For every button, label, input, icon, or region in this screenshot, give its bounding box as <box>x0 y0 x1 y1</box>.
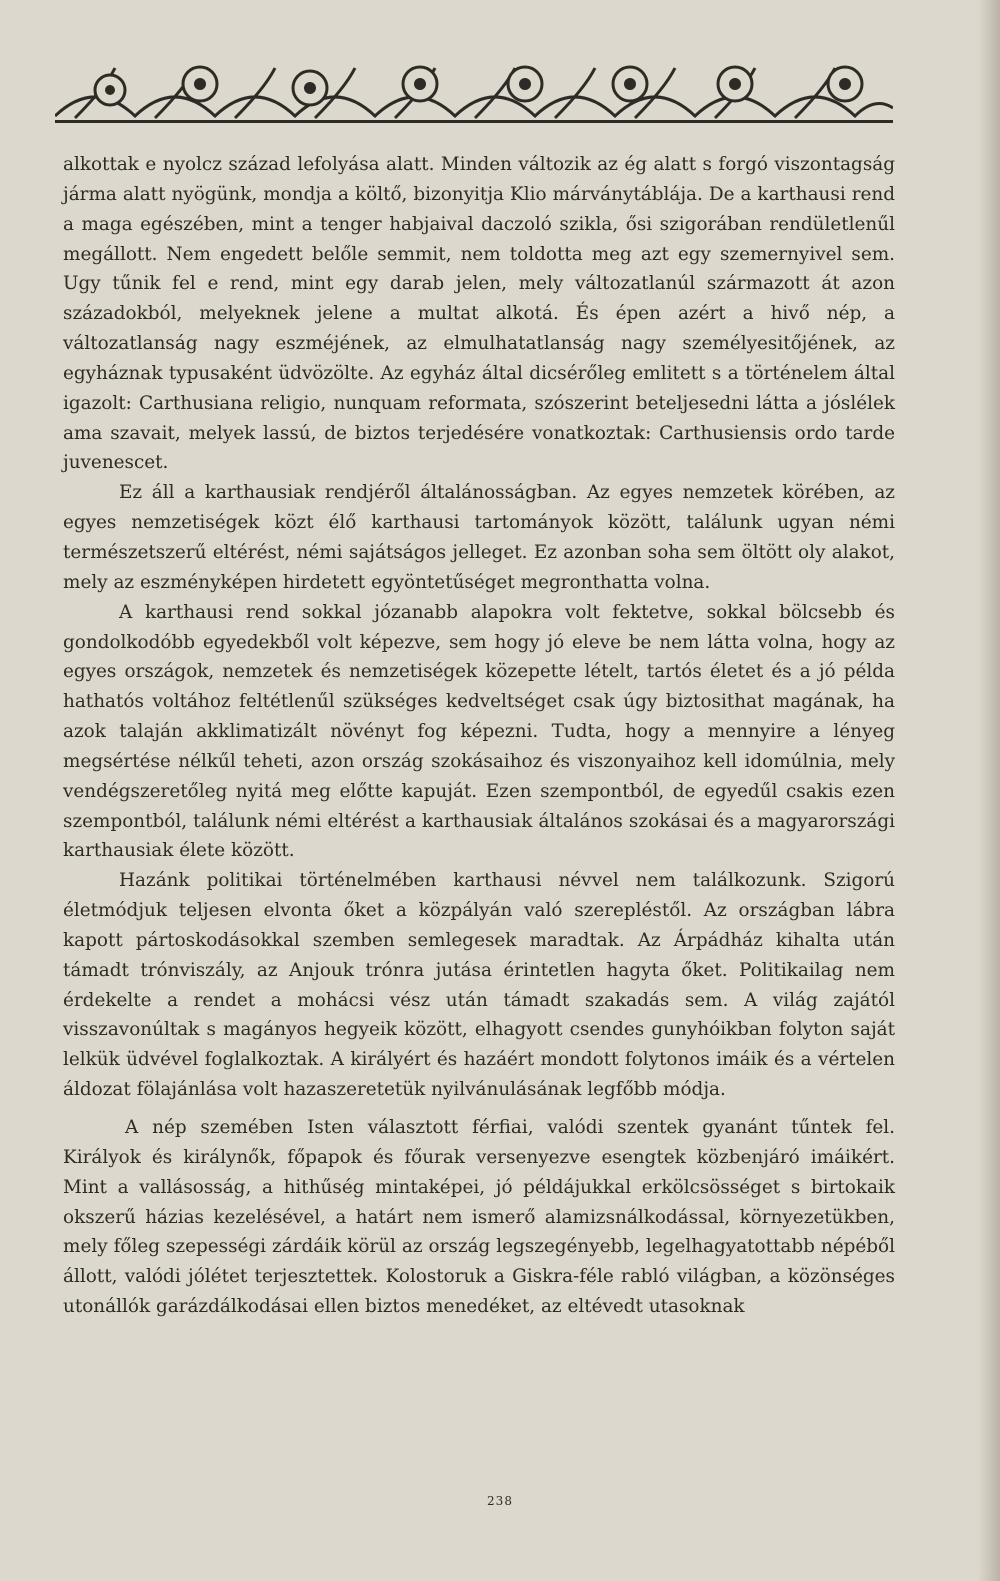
paragraph-2: Ez áll a karthausiak rendjéről általánosságban. Az egyes nemzetek körében, az egyes nemzetiségek közt élő karthausi tartományok között, találunk ugyan némi természetszerű eltérést, némi sajátságos jelleget. Ez azonban soha sem öltött oly alakot, mely az eszményképen hirdetett egyöntetűséget megronthatta volna. <box>63 482 895 593</box>
page-edge-shadow <box>978 0 1000 1581</box>
paragraph-3: A karthausi rend sokkal józanabb alapokra volt fektetve, sokkal bölcsebb és gondolkodóbb egyedekből volt képezve, sem hogy jó eleve be nem látta volna, hogy az egyes országok, nemzetek és nemzetiségek közepette lételt, tartós életet és a jó példa hathatós voltához feltétlenűl szükséges kedveltséget csak úgy biztosithat magának, ha azok talaján akklimatizált növényt fog képezni. Tudta, hogy a mennyire a lényeg megsértése nélkűl teheti, azon ország szokásaihoz és viszonyaihoz kell idomúlnia, mely vendégszeretőleg nyitá meg előtte kapuját. Ezen szempontból, de egyedűl csakis ezen szempontból, találunk némi eltérést a karthausiak általános szokásai és a magyarországi karthausiak élete között. <box>63 601 895 862</box>
page-number: 238 <box>487 1494 513 1508</box>
paragraph-4: Hazánk politikai történelmében karthausi névvel nem találkozunk. Szigorú életmódjuk teljesen elvonta őket a közpályán való szerepléstől. Az országban lábra kapott pártoskodásokkal szemben semlegesek maradtak. Az Árpádház kihalta után támadt trónviszály, az Anjouk trónra jutása érintetlen hagyta őket. Politikailag nem érdekelte a rendet a mohácsi vész után támadt szakadás sem. A világ zajától visszavonúltak s magányos hegyeik között, elhagyott csendes gunyhóikban folyton saját lelkük üdvével foglalkoztak. A királyért és hazáért mondott folytonos imáik és a vértelen áldozat fölajánlása volt hazaszeretetük nyilvánulásának legfőbb módja. <box>63 870 895 1101</box>
body-text <box>63 150 895 1322</box>
floral-ornament-header <box>55 58 893 130</box>
paragraph-5: A nép szemében Isten választott férfiai, valódi szentek gyanánt tűntek fel. Királyok és királynők, főpapok és főurak versenyezve esengtek közbenjáró imáikért. Mint a vallásosság, a hithűség mintaképei, jó példájukkal erkölcsösséget s birtokaik okszerű házias kezelésével, a határt nem ismerő alamizsnálkodással, környezetükben, mely főleg szepességi zárdáik körül az ország legszegényebb, legelhagyatottabb népéből állott, valódi jólétet terjesztettek. Kolostoruk a Giskra-féle rabló világban, a közönséges utonállók garázdálkodásai ellen biztos menedéket, az eltévedt utasoknak <box>63 1117 895 1318</box>
paragraph-1: alkottak e nyolcz század lefolyása alatt. Minden változik az ég alatt s forgó viszontagság járma alatt nyögünk, mondja a költő, bizonyitja Klio márványtáblája. De a karthausi rend a maga egészében, mint a tenger habjaival daczoló szikla, ősi szigorában rendületlenűl megállott. Nem engedett belőle semmit, nem toldotta meg azt egy szemernyivel sem. Ugy tűnik fel e rend, mint egy darab jelen, mely változatlanúl származott át azon századokból, melyeknek jelene a multat alkotá. És épen azért a hivő nép, a változatlanság nagy eszméjének, az elmulhatatlanság nagy személyesitőjének, az egyháznak typusaként üdvözölte. Az egyház által dicsérőleg emlitett s a történelem által igazolt: Carthusiana religio, nunquam reformata, szószerint beteljesedni látta a jóslélek ama szavait, melyek lassú, de biztos terjedésére vonatkoztak: Carthusiensis ordo tarde juvenescet. <box>63 154 895 474</box>
